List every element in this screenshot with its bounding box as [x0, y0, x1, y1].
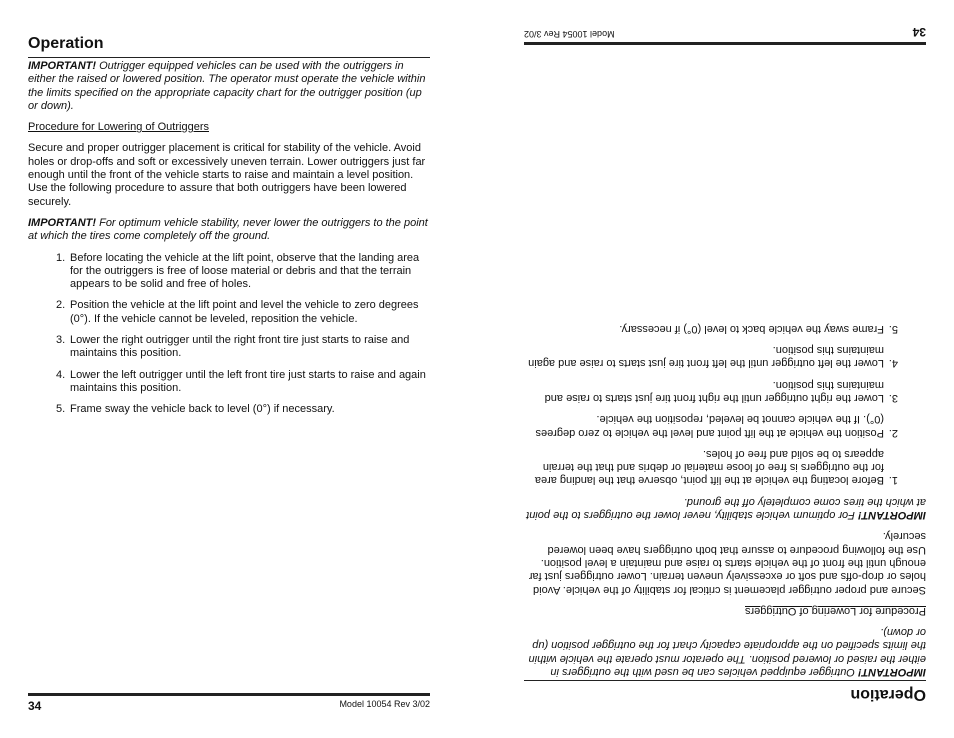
procedure-title-line — [28, 121, 430, 134]
page-content-rotated — [524, 313, 926, 704]
procedure-title: Procedure for Lowering of Outriggers — [28, 121, 209, 134]
page-content — [28, 34, 430, 425]
important-label: IMPORTANT! — [28, 216, 97, 229]
page-number: 34 — [28, 699, 42, 713]
body-paragraph: Secure and proper outrigger placement is critical for stability of the vehicle. Avoid holes or drop-offs and soft or excessively uneven terrain. Lower outriggers just far enough until the front of the vehicle starts to raise and maintain a level position. Use the following procedure to assure that both outriggers have been lowered securely. — [28, 142, 426, 208]
important-label: IMPORTANT! — [857, 666, 926, 678]
important-label: IMPORTANT! — [857, 509, 926, 522]
body-paragraph: Secure and proper outrigger placement is critical for stability of the vehicle. Avoid holes or drop-offs and soft or excessively uneven terrain. Lower outriggers just far enough until the front of the vehicle starts to raise and maintain a level position. Use the following procedure to assure that both outriggers have been lowered securely. — [528, 530, 926, 596]
procedure-title: Procedure for Lowering of Outriggers — [745, 604, 926, 617]
important-text-2: For optimum vehicle stability, never lower the outriggers to the point at which the tires come completely off the ground. — [28, 216, 428, 243]
important-note-1 — [524, 625, 926, 678]
important-text-2: For optimum vehicle stability, never lower the outriggers to the point at which the tires come completely off the ground. — [526, 495, 926, 522]
important-label: IMPORTANT! — [28, 60, 97, 72]
footer-rule — [524, 42, 926, 45]
important-note-2 — [524, 494, 926, 521]
list-item: 1. Before locating the vehicle at the lift point, observe that the landing area for the outriggers is free of loose material or debris and that the terrain appears to be solid and free of holes. — [534, 447, 898, 487]
list-item: 1. Before locating the vehicle at the lift point, observe that the landing area for the outriggers is free of loose material or debris and that the terrain appears to be solid and free of holes. — [56, 251, 420, 291]
list-item: 5. Frame sway the vehicle back to level (0°) if necessary. — [619, 322, 898, 335]
list-item: 3. Lower the right outrigger until the right front tire just starts to raise and maintains this position. — [544, 378, 898, 404]
footer-rule — [28, 693, 430, 696]
important-note-1 — [28, 60, 430, 113]
important-text-1: Outrigger equipped vehicles can be used with the outriggers in either the raised or lowered position. The operator must operate the vehicle within the limits specified on the appropriate capacity chart for the outrigger position (up or down). — [528, 626, 926, 678]
list-item: 3. Lower the right outrigger until the right front tire just starts to raise and maintains this position. — [56, 334, 410, 360]
list-item: 4. Lower the left outrigger until the left front tire just starts to raise and again maintains this position. — [56, 368, 426, 394]
section-title: Operation — [524, 680, 926, 704]
important-note-2 — [28, 217, 430, 244]
section-title: Operation — [28, 34, 430, 58]
step-list — [524, 321, 926, 486]
model-revision: Model 10054 Rev 3/02 — [339, 699, 430, 709]
list-item: 2. Position the vehicle at the lift point and level the vehicle to zero degrees (0°). If the vehicle cannot be leveled, reposition the vehicle. — [56, 299, 419, 325]
important-text-1: Outrigger equipped vehicles can be used with the outriggers in either the raised or lowered position. The operator must operate the vehicle within the limits specified on the appropriate capacity chart for the outrigger position (up or down). — [28, 60, 426, 112]
list-item: 4. Lower the left outrigger until the left front tire just starts to raise and again maintains this position. — [528, 344, 898, 370]
list-item: 5. Frame sway the vehicle back to level (0°) if necessary. — [56, 403, 335, 416]
page-number: 34 — [912, 25, 926, 39]
step-list — [28, 252, 430, 417]
right-page-rotated — [477, 0, 954, 738]
procedure-title-line — [524, 604, 926, 617]
model-revision: Model 10054 Rev 3/02 — [524, 29, 615, 39]
list-item: 2. Position the vehicle at the lift point and level the vehicle to zero degrees (0°). If the vehicle cannot be leveled, reposition the vehicle. — [535, 413, 898, 439]
